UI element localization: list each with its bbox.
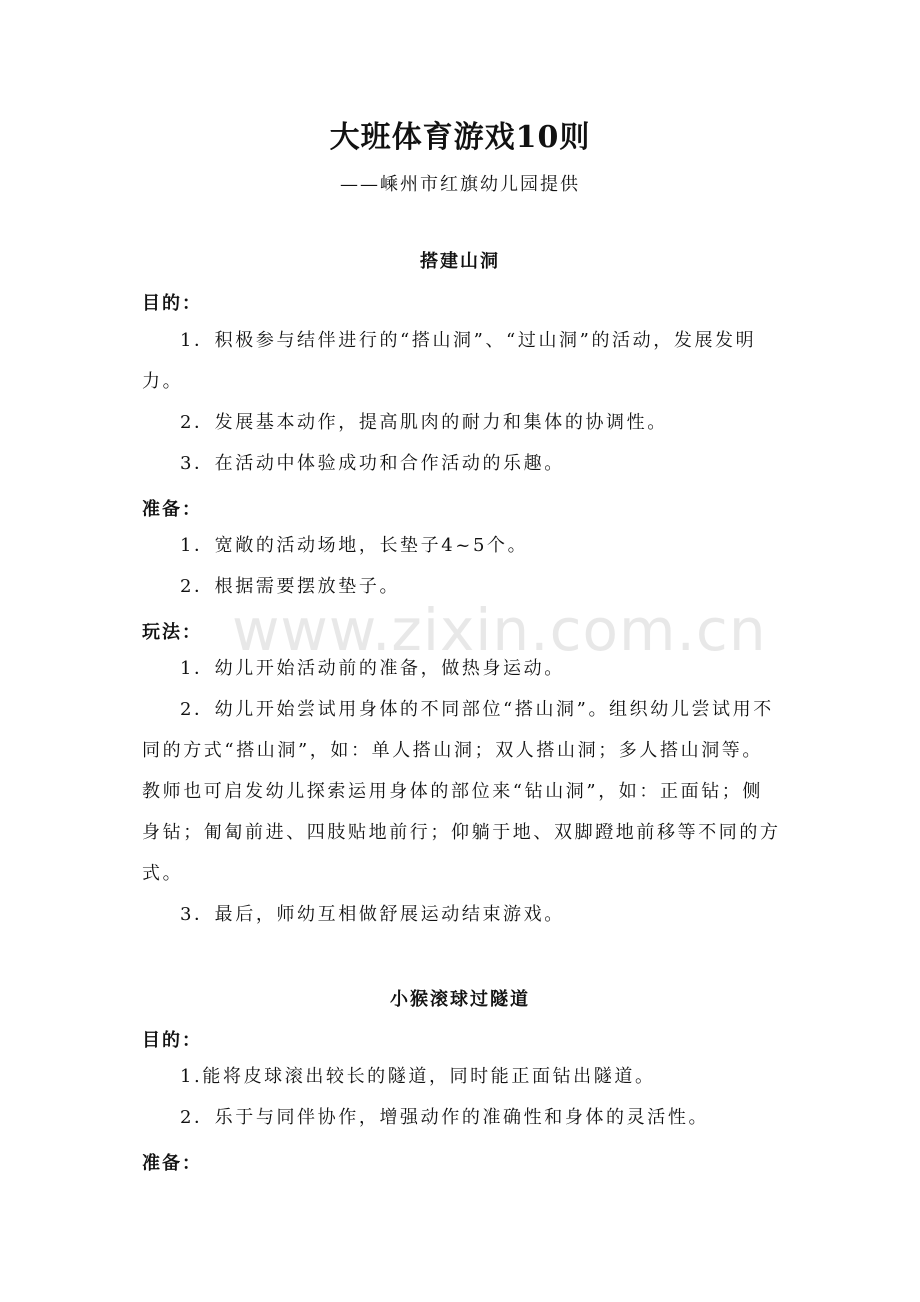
section-title-2: 小猴滚球过隧道	[390, 989, 530, 1010]
play-item: 1．幼儿开始活动前的准备，做热身运动。	[180, 658, 565, 679]
document-title: 大班体育游戏10则	[329, 120, 591, 155]
prep-heading-1: 准备：	[142, 499, 202, 520]
goal-item: 1．积极参与结伴进行的“搭山洞”、“过山洞”的活动，发展发明力。	[142, 330, 757, 392]
goal-item: 2．乐于与同伴协作，增强动作的准确性和身体的灵活性。	[180, 1107, 710, 1128]
prep-heading-2: 准备：	[142, 1153, 202, 1174]
play-item: 3．最后，师幼互相做舒展运动结束游戏。	[180, 904, 565, 925]
goal-item: 2．发展基本动作，提高肌肉的耐力和集体的协调性。	[180, 412, 668, 433]
goal-item: 3．在活动中体验成功和合作活动的乐趣。	[180, 453, 565, 474]
prep-item: 1．宽敞的活动场地，长垫子4~5个。	[180, 535, 529, 556]
goal-item: 1.能将皮球滚出较长的隧道，同时能正面钻出隧道。	[180, 1066, 656, 1087]
prep-item: 2．根据需要摆放垫子。	[180, 576, 401, 597]
play-heading-1: 玩法：	[142, 622, 202, 643]
section-title-1: 搭建山洞	[420, 251, 500, 272]
document-subtitle: ——嵊州市红旗幼儿园提供	[340, 174, 580, 195]
goal-heading-1: 目的：	[142, 293, 202, 314]
watermark-text: www.zixin.com.cn	[232, 596, 767, 664]
play-item: 2．幼儿开始尝试用身体的不同部位“搭山洞”。组织幼儿尝试用不同的方式“搭山洞”，如：单人搭山洞；双人搭山洞；多人搭山洞等。教师也可启发幼儿探索运用身体的部位来“钻山洞”，如：正面钻；侧身钻；匍匐前进、四肢贴地前行；仰躺于地、双脚蹬地前移等不同的方式。	[142, 699, 781, 884]
goal-heading-2: 目的：	[142, 1030, 202, 1051]
